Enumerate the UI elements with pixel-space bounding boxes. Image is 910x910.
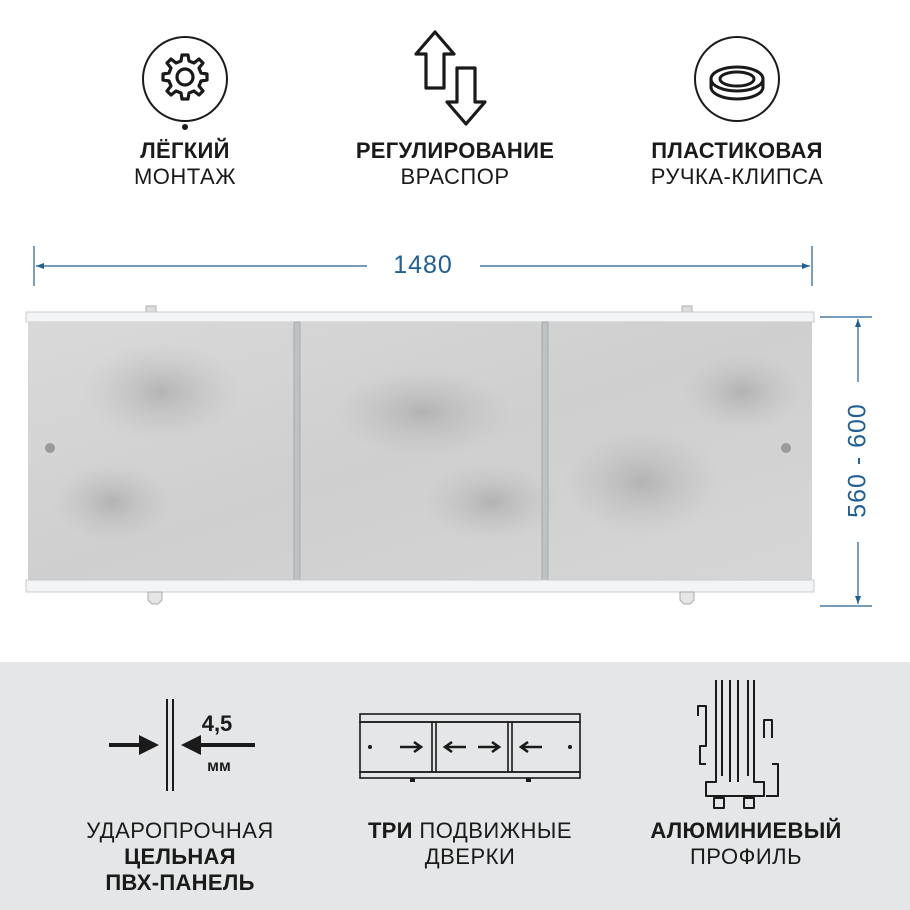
- feature-title-thin: ВРАСПОР: [400, 164, 510, 189]
- feature-title-thin: РУЧКА-КЛИПСА: [650, 164, 824, 189]
- aluminium-profile-icon: [686, 676, 806, 816]
- feature-line-bold: АЛЮМИНИЕВЫЙ: [650, 818, 842, 843]
- feature-line-bold: ЦЕЛЬНАЯ: [124, 844, 236, 869]
- feature-word-thin: ПОДВИЖНЫЕ: [412, 818, 573, 843]
- ring-clip-icon: [681, 23, 793, 135]
- feature-title-bold: ЛЁГКИЙ: [140, 138, 230, 163]
- gear-icon: [129, 23, 241, 135]
- feature-word-bold: ТРИ: [367, 818, 413, 843]
- thickness-value: 4,5: [201, 711, 233, 736]
- thickness-unit: мм: [207, 758, 231, 775]
- width-label: 1480: [393, 251, 453, 279]
- feature-aluminium-profile: [596, 682, 896, 870]
- height-label: 560 - 600: [843, 403, 872, 518]
- feature-line-thin: УДАРОПРОЧНАЯ: [86, 818, 274, 843]
- feature-pvc-panel: [30, 682, 330, 896]
- feature-title-bold: ПЛАСТИКОВАЯ: [651, 138, 823, 163]
- sliding-doors-icon: [350, 696, 590, 796]
- thickness-icon: [95, 691, 265, 801]
- feature-spacer-adjust: [325, 20, 585, 190]
- feature-title-thin: МОНТАЖ: [133, 164, 237, 189]
- bath-panel-illustration: [22, 302, 818, 608]
- feature-line-bold: ПВХ-ПАНЕЛЬ: [105, 870, 255, 895]
- feature-easy-install: [55, 20, 315, 190]
- feature-line-thin: ПРОФИЛЬ: [689, 844, 803, 869]
- feature-plastic-clip: [607, 20, 867, 190]
- width-dimension: [32, 246, 814, 286]
- feature-title-bold: РЕГУЛИРОВАНИЕ: [355, 138, 555, 163]
- bottom-features-band: [0, 662, 910, 910]
- height-dimension: [820, 316, 900, 608]
- feature-line-thin: ДВЕРКИ: [424, 844, 516, 869]
- up-down-arrows-icon: [410, 24, 500, 134]
- feature-three-doors: [320, 682, 620, 870]
